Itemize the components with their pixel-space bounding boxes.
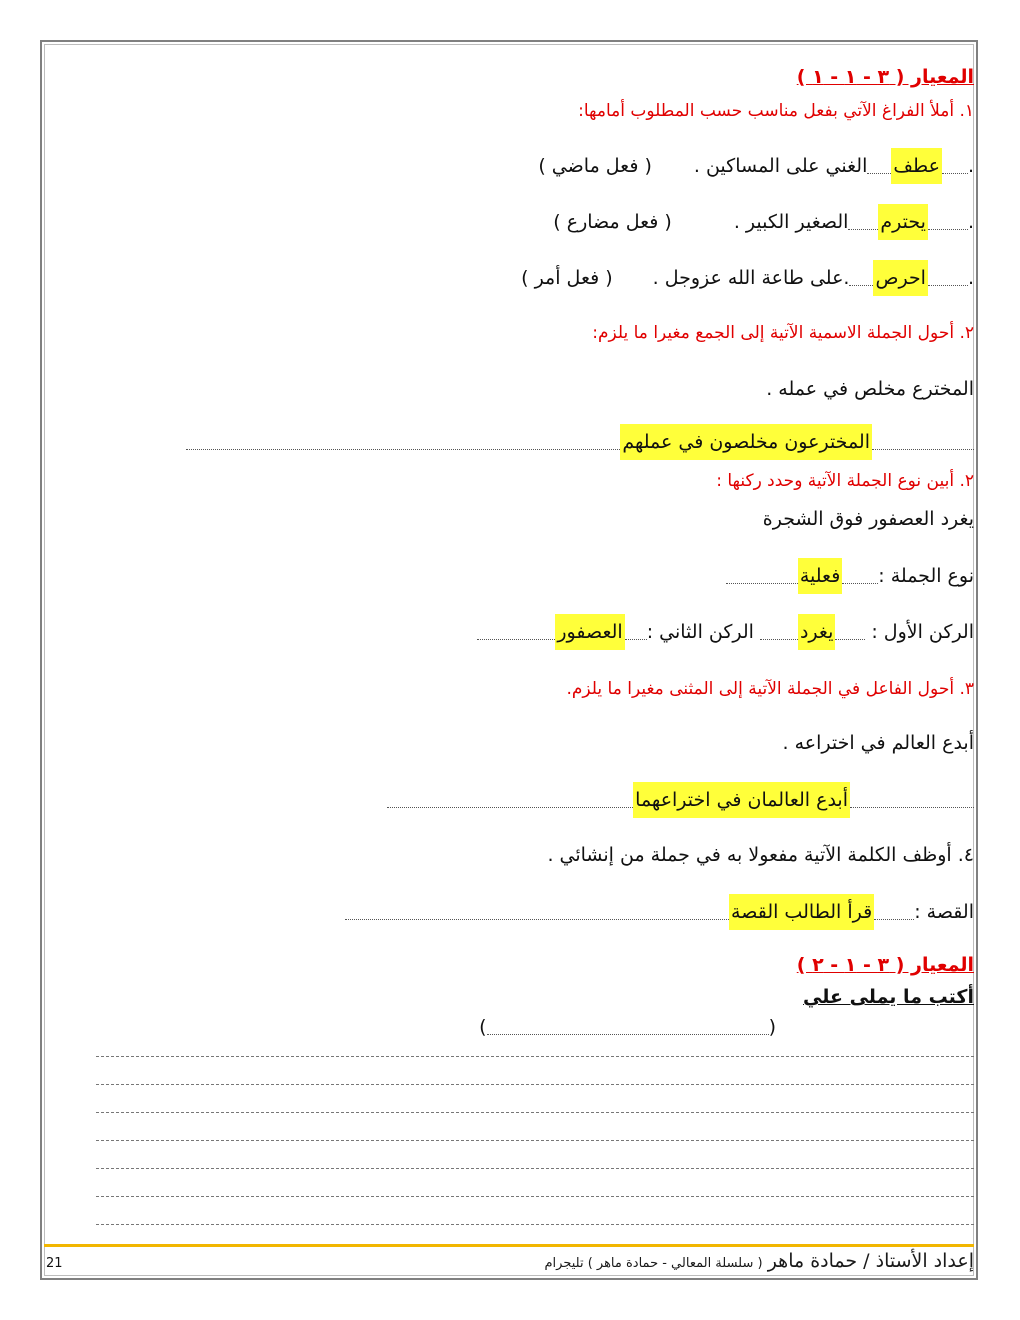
q1-item-3: .احرص.على طاعة الله عزوجل .( فعل أمر ) — [521, 260, 974, 296]
q2-instruction: ٢. أحول الجملة الاسمية الآتية إلى الجمع مغيرا ما يلزم: — [592, 323, 974, 343]
q2-sentence: المخترع مخلص في عمله . — [766, 378, 974, 400]
q4-instruction: ٣. أحول الفاعل في الجملة الآتية إلى المثنى مغيرا ما يلزم. — [566, 679, 974, 699]
footer-credits — [545, 1250, 975, 1272]
q3-type-label: نوع الجملة : — [878, 565, 974, 587]
q3-sentence: يغرد العصفور فوق الشجرة — [762, 508, 974, 530]
page-number: 21 — [46, 1256, 63, 1271]
q1-item-2-text: الصغير الكبير . — [733, 211, 849, 233]
q3-type-line — [726, 558, 974, 594]
q4-answer-line — [387, 782, 974, 818]
q3-first-answer: يغرد — [798, 614, 835, 650]
dictation-line[interactable] — [96, 1056, 974, 1057]
q3-type-answer: فعلية — [798, 558, 842, 594]
q1-item-1: .عطفالغني على المساكين .( فعل ماضي ) — [538, 148, 974, 184]
q1-item-1-answer: عطف — [891, 148, 942, 184]
q1-item-2-hint: ( فعل مضارع ) — [553, 211, 672, 233]
q1-item-3-answer: احرص — [873, 260, 927, 296]
q3-second-answer: العصفور — [555, 614, 624, 650]
q1-item-2-answer: يحترم — [878, 204, 928, 240]
q1-item-3-text: .على طاعة الله عزوجل . — [652, 267, 850, 289]
dictation-title-blank — [479, 1012, 776, 1042]
q3-pillars-line — [477, 614, 974, 650]
standard-heading-1: المعيار ( ٣ - ١ - ١ ) — [796, 66, 974, 88]
standard-heading-2: المعيار ( ٣ - ١ - ٢ ) — [796, 954, 974, 976]
dictation-line[interactable] — [96, 1084, 974, 1085]
q2-answer-line — [186, 424, 974, 460]
q5-answer: قرأ الطالب القصة — [729, 894, 874, 930]
q2-answer: المخترعون مخلصون في عملهم — [620, 424, 872, 460]
q5-label: القصة : — [914, 901, 974, 923]
q3-instruction: ٢. أبين نوع الجملة الآتية وحدد ركنها : — [716, 471, 974, 491]
q5-instruction: ٤. أوظف الكلمة الآتية مفعولا به في جملة من إنشائي . — [547, 844, 974, 866]
q1-instruction: ١. أملأ الفراغ الآتي بفعل مناسب حسب المطلوب أمامها: — [578, 101, 974, 121]
q1-item-1-text: الغني على المساكين . — [693, 155, 868, 177]
footer-rule — [44, 1244, 974, 1247]
dictation-title: أكتب ما يملى علي — [803, 986, 974, 1008]
q3-first-label: الركن الأول : — [871, 621, 974, 643]
dictation-paren-open: ( — [768, 1016, 776, 1038]
q4-sentence: أبدع العالم في اختراعه . — [782, 732, 974, 754]
dictation-line[interactable] — [96, 1140, 974, 1141]
q5-answer-line — [345, 894, 974, 930]
footer-author: إعداد الأستاذ / حمادة ماهر — [767, 1250, 974, 1272]
dictation-line[interactable] — [96, 1224, 974, 1225]
q4-answer: أبدع العالمان في اختراعهما — [633, 782, 850, 818]
dictation-line[interactable] — [96, 1112, 974, 1113]
dictation-line[interactable] — [96, 1196, 974, 1197]
q1-item-2: .يحترمالصغير الكبير .( فعل مضارع ) — [553, 204, 974, 240]
dictation-line[interactable] — [96, 1168, 974, 1169]
q1-item-3-hint: ( فعل أمر ) — [521, 267, 613, 289]
dictation-paren-close: ) — [479, 1016, 487, 1038]
q1-item-1-hint: ( فعل ماضي ) — [538, 155, 652, 177]
q3-second-label: الركن الثاني : — [646, 621, 754, 643]
footer-series: ( سلسلة المعالي - حمادة ماهر ) تليجرام — [544, 1256, 763, 1271]
